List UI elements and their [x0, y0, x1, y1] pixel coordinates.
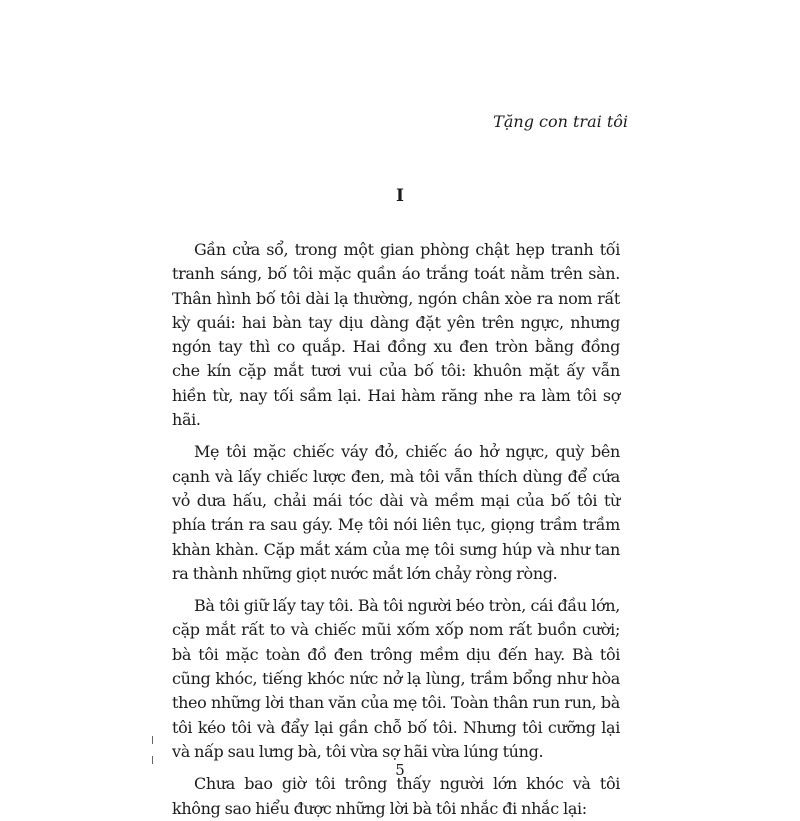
paragraph-2: Mẹ tôi mặc chiếc váy đỏ, chiếc áo hở ngực, quỳ bên cạnh và lấy chiếc lược đen, mà tôi vẫn thích dùng để cứa vỏ dưa hấu, chải mái tóc dài và mềm mại của bố tôi từ phía trán ra sau gáy. Mẹ tôi nói liên tục, giọng trầm trầm khàn khàn. Cặp mắt xám của mẹ tôi sưng húp và như tan ra thành những giọt nước mắt lớn chảy ròng ròng.	[172, 442, 620, 583]
page-number: 5	[395, 761, 405, 779]
paragraph-3: Bà tôi giữ lấy tay tôi. Bà tôi người béo tròn, cái đầu lớn, cặp mắt rất to và chiếc mũi xốm xốp nom rất buồn cười; bà tôi mặc toàn đồ đen trông mềm dịu đến hay. Bà tôi cũng khóc, tiếng khóc nức nở lạ lùng, trầm bổng như hòa theo những lời than văn của mẹ tôi. Toàn thân run run, bà tôi kéo tôi và đẩy lại gần chỗ bố tôi. Nhưng tôi cưỡng lại và nấp sau lưng bà, tôi vừa sợ hãi vừa lúng túng.	[172, 596, 620, 761]
body-text	[172, 238, 620, 821]
paragraph-4: Chưa bao giờ tôi trông thấy người lớn khóc và tôi không sao hiểu được những lời bà tôi nhắc đi nhắc lại:	[172, 774, 620, 818]
dedication: Tặng con trai tôi	[493, 112, 628, 131]
chapter-heading: I	[396, 186, 404, 206]
margin-mark	[152, 736, 153, 744]
paragraph-1: Gần cửa sổ, trong một gian phòng chật hẹp tranh tối tranh sáng, bố tôi mặc quần áo trắng toát nằm trên sàn. Thân hình bố tôi dài lạ thường, ngón chân xòe ra nom rất kỳ quái: hai bàn tay dịu dàng đặt yên trên ngực, nhưng ngón tay thì co quắp. Hai đồng xu đen tròn bằng đồng che kín cặp mắt tươi vui của bố tôi: khuôn mặt ấy vẫn hiền từ, nay tối sầm lại. Hai hàm răng nhe ra làm tôi sợ hãi.	[172, 240, 620, 430]
